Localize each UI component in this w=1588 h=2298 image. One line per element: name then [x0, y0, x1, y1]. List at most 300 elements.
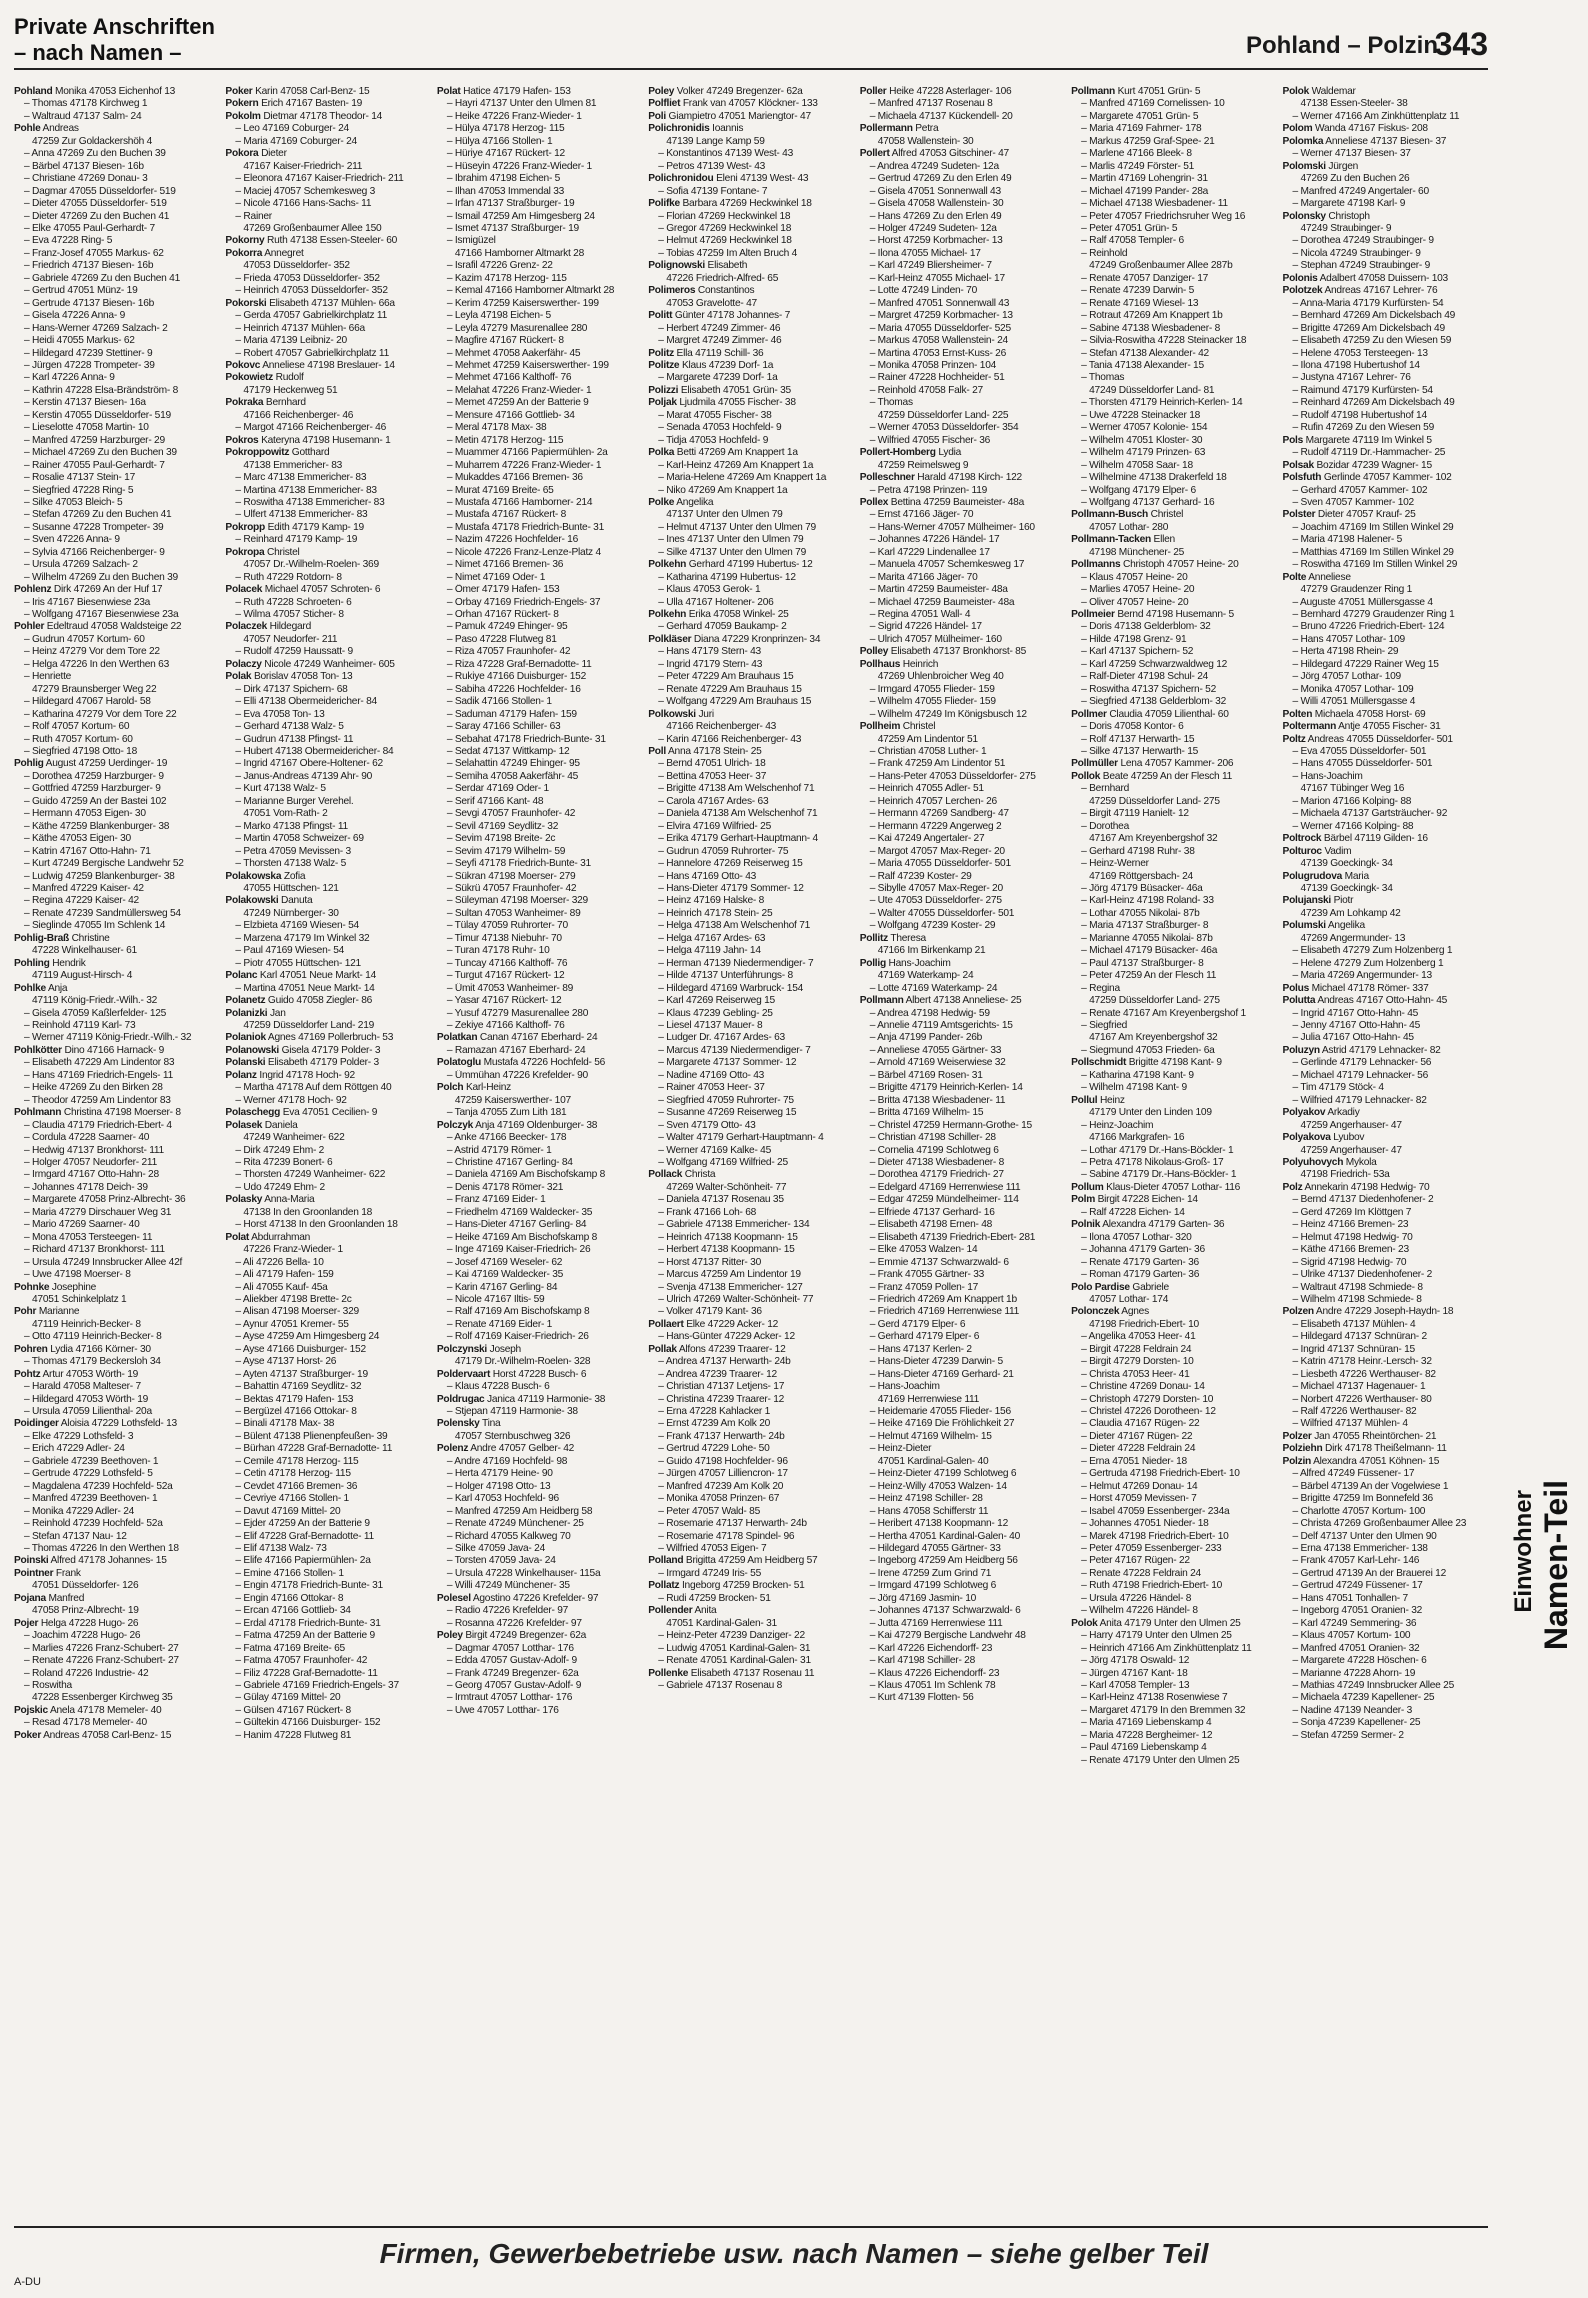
- side-tab-line1: Einwohner: [1510, 1490, 1537, 1613]
- directory-entry: [860, 1394, 1065, 1406]
- entry-details: – Marko 47138 Pfingst- 11: [235, 820, 348, 832]
- entry-details: – Hans-Werner 47057 Mülheimer- 160: [869, 521, 1035, 533]
- directory-entry: [14, 509, 219, 521]
- entry-details: – Margot 47057 Max-Reger- 20: [869, 845, 1005, 857]
- entry-details: – Mustafa 47166 Hamborner- 214: [446, 496, 593, 508]
- directory-entry: [1071, 173, 1276, 185]
- directory-entry: [1283, 1555, 1488, 1567]
- directory-entry: [860, 1145, 1065, 1157]
- entry-details: – Heike 47269 Zu den Birken 28: [24, 1082, 163, 1094]
- directory-entry: [14, 1207, 219, 1219]
- directory-entry: [437, 1543, 642, 1555]
- directory-entry: [1071, 908, 1276, 920]
- entry-details: – Dorothea 47249 Straubinger- 9: [1292, 235, 1434, 247]
- directory-entry: [860, 1282, 1065, 1294]
- directory-entry: [14, 98, 219, 110]
- entry-details: 47119 König-Friedr.-Wilh.- 32: [32, 995, 158, 1007]
- entry-details: – Rosanna 47226 Krefelder- 97: [446, 1617, 582, 1629]
- entry-details: – Ralf 47169 Am Bischofskamp 8: [446, 1306, 590, 1318]
- entry-details: – Gülsen 47167 Rückert- 8: [235, 1704, 351, 1716]
- entry-details: – Hans-Dieter 47169 Gerhard- 21: [869, 1368, 1014, 1380]
- entry-details: – Bärbel 47137 Biesen- 16b: [24, 160, 144, 172]
- directory-entry: [648, 1194, 853, 1206]
- entry-details: – Maria-Helene 47269 Am Knappert 1a: [658, 472, 827, 484]
- directory-entry: [1071, 684, 1276, 696]
- entry-details: – Elif 47228 Graf-Bernadotte- 11: [235, 1530, 374, 1542]
- entry-details: – Sven 47179 Otto- 43: [658, 1119, 756, 1131]
- directory-entry: [1071, 1431, 1276, 1443]
- directory-entry: [860, 385, 1065, 397]
- directory-entry: [1071, 323, 1276, 335]
- directory-entry: [225, 1506, 430, 1518]
- directory-entry: [1071, 983, 1276, 995]
- directory-entry: [1071, 1531, 1276, 1543]
- entry-details: – Heike 47169 Die Fröhlichkeit 27: [869, 1418, 1015, 1430]
- directory-entry: [648, 1356, 853, 1368]
- entry-details: Günter 47178 Johannes- 7: [674, 310, 791, 322]
- entry-details: – Karl 47137 Spichern- 52: [1081, 646, 1194, 658]
- entry-details: – Aliekber 47198 Brette- 2c: [235, 1293, 352, 1305]
- directory-entry: [860, 1506, 1065, 1518]
- entry-details: – Wilhelm 47051 Kloster- 30: [1081, 434, 1203, 446]
- directory-entry: [437, 1643, 642, 1655]
- entry-details: – Mathias 47249 Innsbrucker Allee 25: [1292, 1680, 1454, 1691]
- entry-details: – Gertrud 47051 Münz- 19: [24, 285, 138, 297]
- entry-details: – Ümit 47053 Wanheimer- 89: [446, 982, 574, 994]
- entry-details: – Manfred 47229 Kaiser- 42: [24, 883, 144, 894]
- entry-details: Christel: [1150, 509, 1184, 521]
- entry-details: – Emmie 47137 Schwarzwald- 6: [869, 1256, 1009, 1268]
- entry-details: – Sabine 47138 Wiesbadener- 8: [1081, 322, 1220, 334]
- directory-entry: [225, 1369, 430, 1381]
- directory-entry: [648, 1319, 853, 1331]
- directory-entry: [1071, 186, 1276, 198]
- directory-entry: [1283, 1369, 1488, 1381]
- directory-entry: [437, 709, 642, 721]
- entry-details: Brigitta 47259 Am Heidberg 57: [685, 1555, 818, 1567]
- entry-surname: Polzer: [1282, 1430, 1312, 1442]
- directory-entry: [648, 572, 853, 584]
- directory-entry: [1283, 1020, 1488, 1032]
- directory-entry: [437, 1219, 642, 1231]
- entry-details: – Frank 47057 Karl-Lehr- 146: [1292, 1555, 1420, 1567]
- entry-details: Christel: [902, 721, 936, 733]
- entry-details: – Heinrich 47166 Am Zinkhüttenplatz 11: [1081, 1642, 1252, 1654]
- entry-details: – Marek 47198 Friedrich-Ebert- 10: [1081, 1530, 1229, 1542]
- entry-details: – Andrea 47239 Traarer- 12: [658, 1368, 777, 1380]
- directory-entry: [14, 609, 219, 621]
- entry-details: – Wilhelm 47269 Zu den Buchen 39: [24, 571, 178, 583]
- entry-details: – Hildegard 47067 Harold- 58: [24, 696, 151, 708]
- directory-entry: [860, 422, 1065, 434]
- entry-details: – Ercan 47166 Gottlieb- 34: [235, 1605, 351, 1617]
- entry-details: – Doris 47138 Gelderblom- 32: [1081, 621, 1211, 633]
- entry-details: Anita: [694, 1605, 717, 1617]
- entry-details: – Cemile 47178 Herzog- 115: [235, 1455, 359, 1467]
- entry-details: – Wolfgang 47169 Wilfried- 25: [658, 1156, 788, 1168]
- entry-details: – Christiane 47269 Donau- 3: [24, 173, 148, 185]
- entry-details: – Käthe 47166 Bremen- 23: [1292, 1244, 1409, 1256]
- directory-entry: [648, 472, 853, 484]
- directory-entry: [1071, 1493, 1276, 1505]
- directory-entry: [1071, 1331, 1276, 1343]
- directory-entry: [437, 1344, 642, 1356]
- entry-details: Andre 47229 Joseph-Haydn- 18: [1315, 1306, 1454, 1318]
- entry-details: Barbara 47269 Heckwinkel 18: [682, 198, 812, 210]
- entry-details: – Ralf 47228 Eichen- 14: [1081, 1206, 1185, 1218]
- directory-entry: [860, 98, 1065, 110]
- entry-surname: Polaschegg: [225, 1107, 281, 1119]
- directory-entry: [1071, 584, 1276, 596]
- entry-details: – Uwe 47228 Steinacker 18: [1081, 409, 1201, 421]
- directory-entry: [14, 1468, 219, 1480]
- directory-entry: [648, 1157, 853, 1169]
- directory-entry: [437, 509, 642, 521]
- directory-entry: [437, 559, 642, 571]
- directory-entry: [860, 1008, 1065, 1020]
- entry-details: – Ralf 47058 Templer- 6: [1081, 235, 1184, 247]
- directory-entry: [14, 1618, 219, 1630]
- entry-surname: Polonis: [1282, 272, 1318, 284]
- entry-details: – Heinz 47166 Bremen- 23: [1292, 1219, 1409, 1231]
- entry-details: – Petra 47178 Nikolaus-Groß- 17: [1081, 1156, 1224, 1168]
- directory-entry: [225, 846, 430, 858]
- entry-details: – Tuncay 47166 Kalthoff- 76: [446, 957, 568, 969]
- entry-details: – Tania 47138 Alexander- 15: [1081, 359, 1204, 371]
- directory-entry: [437, 1244, 642, 1256]
- entry-details: Elisabeth 47137 Bronkhorst- 85: [890, 646, 1027, 658]
- entry-details: – Renate 47169 Eider- 1: [446, 1318, 553, 1330]
- directory-entry: [437, 634, 642, 646]
- entry-surname: Polak: [225, 671, 252, 683]
- entry-details: Christoph 47057 Heine- 20: [1122, 559, 1239, 571]
- entry-surname: Pokora: [225, 148, 259, 160]
- directory-entry: [14, 323, 219, 335]
- directory-entry: [648, 497, 853, 509]
- directory-column: [1071, 86, 1276, 2216]
- directory-entry: [860, 1319, 1065, 1331]
- entry-details: – Sigrid 47198 Hedwig- 70: [1292, 1256, 1407, 1268]
- entry-details: 47053 Gravelotte- 47: [666, 297, 757, 309]
- entry-details: – Gisela 47226 Anna- 9: [24, 310, 125, 322]
- entry-details: – Lotte 47169 Waterkamp- 24: [869, 982, 998, 994]
- entry-details: – Heinrich 47138 Koopmann- 15: [658, 1231, 798, 1243]
- directory-entry: [1283, 721, 1488, 733]
- entry-details: – Michaela 47239 Kapellener- 25: [1292, 1692, 1435, 1704]
- directory-entry: [648, 410, 853, 422]
- directory-entry: [860, 1132, 1065, 1144]
- entry-details: – Ursula 47269 Salzach- 2: [24, 559, 138, 571]
- entry-details: – Hans 47058 Schifferstr 11: [869, 1505, 989, 1517]
- directory-entry: [225, 1630, 430, 1642]
- entry-details: – Memet 47259 An der Batterie 9: [446, 397, 589, 409]
- entry-details: – Wilhelm 47226 Händel- 8: [1081, 1605, 1198, 1617]
- entry-details: 47055 Hüttschen- 121: [243, 883, 339, 894]
- directory-entry: [648, 1082, 853, 1094]
- entry-details: – Heinz-Dieter: [869, 1443, 932, 1455]
- directory-entry: [14, 248, 219, 260]
- entry-details: – Cornelia 47199 Schlotweg 6: [869, 1144, 999, 1156]
- entry-surname: Polignowski: [648, 260, 705, 272]
- entry-details: 47057 Sternbuschweg 326: [454, 1430, 571, 1442]
- directory-entry: [1283, 659, 1488, 671]
- entry-details: – Kai 47169 Waldecker- 35: [446, 1269, 564, 1281]
- entry-details: – Heinz 47279 Vor dem Tore 22: [24, 646, 160, 658]
- entry-surname: Polanizki: [225, 1007, 268, 1019]
- directory-entry: [14, 335, 219, 347]
- directory-entry: [14, 435, 219, 447]
- directory-entry: [648, 584, 853, 596]
- directory-entry: [225, 671, 430, 683]
- directory-entry: [648, 348, 853, 360]
- directory-entry: [225, 173, 430, 185]
- entry-details: Josephine: [51, 1281, 97, 1293]
- directory-entry: [437, 161, 642, 173]
- entry-details: – Davut 47169 Mittel- 20: [235, 1505, 341, 1517]
- directory-entry: [437, 572, 642, 584]
- entry-surname: Polujanski: [1282, 895, 1331, 907]
- entry-details: – Theodor 47259 Am Lindentor 83: [24, 1094, 171, 1106]
- entry-details: Bernd 47198 Husemann- 5: [1117, 609, 1234, 621]
- entry-surname: Pollum: [1071, 1181, 1104, 1193]
- entry-surname: Pollmann: [859, 995, 904, 1007]
- entry-surname: Pokolm: [225, 110, 261, 122]
- entry-surname: Polo Pardise: [1071, 1281, 1130, 1293]
- directory-entry: [1283, 1095, 1488, 1107]
- entry-details: – Walter 47179 Gerhart-Hauptmann- 4: [658, 1132, 824, 1144]
- entry-details: – Elke 47229 Lothsfeld- 3: [24, 1430, 134, 1442]
- directory-entry: [1071, 1169, 1276, 1181]
- directory-entry: [860, 895, 1065, 907]
- entry-details: – Fatma 47259 An der Batterie 9: [235, 1630, 375, 1642]
- entry-details: Elisabeth 47051 Grün- 35: [680, 384, 791, 396]
- entry-details: – Katharina 47199 Hubertus- 12: [658, 571, 796, 583]
- entry-details: – Brigitte 47259 Im Bonnefeld 36: [1292, 1493, 1433, 1505]
- entry-details: 47198 Friedrich-Ebert- 10: [1089, 1318, 1199, 1330]
- entry-details: – Gertrud 47269 Zu den Erlen 49: [869, 173, 1012, 185]
- entry-details: – Marat 47055 Fischer- 38: [658, 409, 772, 421]
- directory-entry: [860, 1356, 1065, 1368]
- entry-details: – Klaus 47057 Kortum- 100: [1292, 1630, 1411, 1642]
- entry-details: – Hülya 47178 Herzog- 115: [446, 123, 565, 135]
- directory-entry: [648, 709, 853, 721]
- directory-entry: [1283, 360, 1488, 372]
- entry-details: – Paso 47228 Flutweg 81: [446, 633, 557, 645]
- directory-entry: [860, 1531, 1065, 1543]
- directory-entry: [437, 1456, 642, 1468]
- directory-entry: [860, 609, 1065, 621]
- entry-details: 47259 Kaiserswerther- 107: [454, 1094, 571, 1106]
- entry-details: – Bärbel 47169 Rosen- 31: [869, 1069, 983, 1081]
- directory-entry: [648, 372, 853, 384]
- entry-details: – Sevim 47179 Wilhelm- 59: [446, 845, 566, 857]
- entry-details: – Sylvia 47166 Reichenberger- 9: [24, 546, 165, 558]
- entry-details: Eva 47051 Cecilien- 9: [282, 1107, 378, 1119]
- directory-entry: [437, 1593, 642, 1605]
- directory-entry: [860, 435, 1065, 447]
- directory-entry: [14, 808, 219, 820]
- directory-entry: [1283, 211, 1488, 223]
- entry-details: Eleni 47139 West- 43: [716, 173, 809, 185]
- directory-entry: [1071, 933, 1276, 945]
- directory-entry: [225, 858, 430, 870]
- side-tab-line2: Namen-Teil: [1538, 1480, 1574, 1651]
- entry-details: – Bülent 47138 Plienenpfeußen- 39: [235, 1430, 388, 1442]
- directory-entry: [860, 198, 1065, 210]
- entry-details: – Reinhard 47179 Kamp- 19: [235, 534, 358, 546]
- entry-details: – Sükran 47198 Moerser- 279: [446, 870, 576, 882]
- directory-entry: [14, 547, 219, 559]
- entry-details: 47138 Essen-Steeler- 38: [1300, 98, 1408, 110]
- directory-entry: [860, 1244, 1065, 1256]
- entry-details: – Hans-Dieter 47167 Gerling- 84: [446, 1219, 587, 1231]
- directory-entry: [225, 1730, 430, 1742]
- directory-entry: [1283, 833, 1488, 845]
- entry-surname: Pokovc: [225, 359, 261, 371]
- directory-entry: [14, 397, 219, 409]
- directory-entry: [225, 646, 430, 658]
- entry-details: – Ernst 47166 Jäger- 70: [869, 509, 974, 521]
- entry-details: – Werner 47053 Düsseldorfer- 354: [869, 422, 1019, 434]
- entry-details: – Metin 47178 Herzog- 115: [446, 434, 564, 446]
- directory-entry: [1071, 1244, 1276, 1256]
- entry-details: – Elisabeth 47139 Friedrich-Ebert- 281: [869, 1231, 1036, 1243]
- directory-entry: [648, 1618, 853, 1630]
- directory-entry: [648, 1269, 853, 1281]
- entry-details: – Siegfried 47138 Gelderblom- 32: [1081, 696, 1227, 708]
- entry-surname: Politze: [648, 359, 680, 371]
- entry-surname: Pohler: [14, 621, 45, 633]
- entry-details: Daniela: [264, 1119, 298, 1131]
- directory-entry: [14, 223, 219, 235]
- directory-entry: [860, 1294, 1065, 1306]
- directory-entry: [1283, 846, 1488, 858]
- entry-details: – Heinrich 47055 Adler- 51: [869, 783, 984, 795]
- entry-details: – Sofia 47139 Fontane- 7: [658, 185, 768, 197]
- directory-entry: [648, 186, 853, 198]
- entry-details: – Ralf 47226 Werthauser- 82: [1292, 1406, 1417, 1418]
- directory-entry: [1283, 422, 1488, 434]
- directory-entry: [14, 1543, 219, 1555]
- directory-entry: [860, 1219, 1065, 1231]
- entry-surname: Polanetz: [225, 995, 266, 1007]
- entry-details: – Frank 47055 Gärtner- 33: [869, 1269, 985, 1281]
- entry-surname: Pollert: [859, 148, 890, 160]
- entry-details: 47249 Großenbaumer Allee 287b: [1089, 260, 1233, 272]
- entry-details: – Franz-Josef 47055 Markus- 62: [24, 247, 164, 259]
- entry-surname: Polakowska: [225, 870, 282, 882]
- directory-entry: [1071, 211, 1276, 223]
- entry-details: – Marianne Burger Verehel.: [235, 795, 354, 807]
- directory-entry: [225, 920, 430, 932]
- directory-entry: [14, 1294, 219, 1306]
- directory-entry: [860, 808, 1065, 820]
- entry-surname: Polczyk: [436, 1119, 474, 1131]
- directory-entry: [1071, 1182, 1276, 1194]
- directory-entry: [1071, 808, 1276, 820]
- directory-entry: [648, 547, 853, 559]
- entry-details: Dirk 47178 Theißelmann- 11: [1325, 1443, 1447, 1455]
- directory-entry: [1071, 1157, 1276, 1169]
- entry-surname: Polichronidis: [648, 123, 710, 135]
- directory-entry: [860, 1232, 1065, 1244]
- entry-details: – Mukaddes 47166 Bremen- 36: [446, 472, 583, 484]
- directory-entry: [14, 497, 219, 509]
- entry-details: – Werner 47057 Kolonie- 154: [1081, 422, 1208, 434]
- directory-entry: [860, 995, 1065, 1007]
- directory-entry: [1283, 1493, 1488, 1505]
- entry-details: Angelika: [1327, 920, 1365, 932]
- entry-details: Christina 47198 Moerser- 8: [63, 1107, 181, 1119]
- entry-details: – Daniela 47138 Am Welschenhof 71: [658, 808, 818, 820]
- directory-entry: [14, 995, 219, 1007]
- directory-entry: [437, 285, 642, 297]
- directory-entry: [14, 348, 219, 360]
- entry-details: – Elli 47138 Obermeidericher- 84: [235, 696, 377, 708]
- directory-entry: [437, 248, 642, 260]
- page-number: 343: [1434, 26, 1488, 62]
- directory-entry: [1283, 111, 1488, 123]
- entry-details: – Helmut 47137 Unter den Ulmen 79: [658, 521, 816, 533]
- directory-entry: [437, 485, 642, 497]
- directory-entry: [1071, 833, 1276, 845]
- entry-details: Wanda 47167 Fiskus- 208: [1315, 123, 1428, 135]
- directory-entry: [860, 123, 1065, 135]
- directory-entry: [860, 970, 1065, 982]
- directory-entry: [225, 422, 430, 434]
- entry-details: – Svenja 47138 Emmericher- 127: [658, 1281, 803, 1293]
- entry-details: – Horst 47137 Ritter- 30: [658, 1256, 761, 1268]
- directory-entry: [1283, 597, 1488, 609]
- directory-entry: [1071, 1257, 1276, 1269]
- directory-entry: [225, 1643, 430, 1655]
- entry-details: 47228 Winkelhauser- 61: [32, 945, 137, 957]
- entry-details: Edeltraud 47058 Waldsteige 22: [46, 621, 182, 633]
- directory-entry: [648, 1331, 853, 1343]
- directory-entry: [648, 1418, 853, 1430]
- entry-details: Brigitte 47198 Kant- 9: [1128, 1057, 1222, 1069]
- directory-entry: [437, 148, 642, 160]
- entry-details: – Harry 47179 Unter den Ulmen 25: [1081, 1630, 1232, 1642]
- directory-entry: [648, 1344, 853, 1356]
- entry-details: – Siegmund 47053 Frieden- 6a: [1081, 1044, 1215, 1056]
- directory-entry: [1071, 858, 1276, 870]
- entry-details: Betti 47269 Am Knappert 1a: [676, 447, 798, 459]
- directory-entry: [1071, 1605, 1276, 1617]
- directory-entry: [225, 1443, 430, 1455]
- directory-entry: [1283, 522, 1488, 534]
- directory-entry: [860, 1618, 1065, 1630]
- directory-entry: [1283, 198, 1488, 210]
- entry-details: – Mustafa 47167 Rückert- 8: [446, 509, 567, 521]
- directory-entry: [1071, 846, 1276, 858]
- directory-entry: [860, 1032, 1065, 1044]
- directory-entry: [1071, 161, 1276, 173]
- directory-entry: [1071, 1344, 1276, 1356]
- directory-entry: [437, 1531, 642, 1543]
- directory-entry: [225, 98, 430, 110]
- directory-entry: [14, 173, 219, 185]
- entry-details: – Wolfgang 47239 Koster- 29: [869, 920, 996, 932]
- entry-details: – Holger 47198 Otto- 13: [446, 1480, 551, 1492]
- directory-entry: [860, 1194, 1065, 1206]
- entry-details: – Wolfgang 47229 Am Brauhaus 15: [658, 696, 812, 708]
- entry-details: – Gerhard 47179 Elper- 6: [869, 1331, 980, 1343]
- directory-entry: [14, 534, 219, 546]
- directory-entry: [1283, 435, 1488, 447]
- entry-details: – Johannes 47226 Händel- 17: [869, 534, 1000, 546]
- entry-details: – Edda 47057 Gustav-Adolf- 9: [446, 1655, 577, 1667]
